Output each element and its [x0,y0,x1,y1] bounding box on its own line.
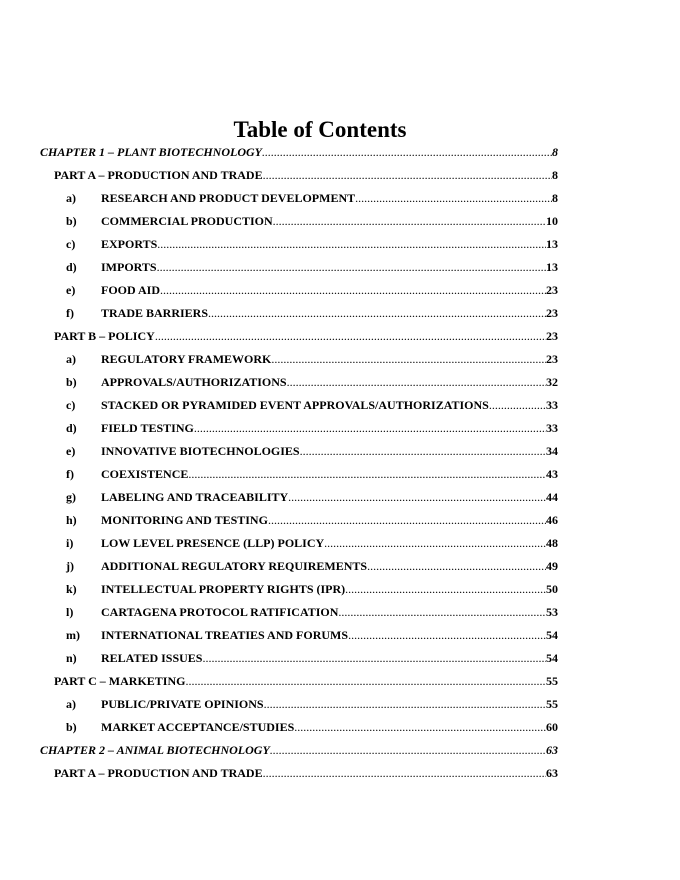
dot-leader [294,717,546,737]
toc-entry-page-number: 50 [546,582,558,596]
toc-entry-page-number: 34 [546,444,558,458]
dot-leader [263,763,546,783]
toc-entry-letter: h) [66,513,77,527]
dot-leader [324,533,546,553]
dot-leader [157,234,546,254]
dot-leader [287,372,546,392]
toc-entry-page-number: 13 [546,260,558,274]
toc-entry-label: COMMERCIAL PRODUCTION [101,214,273,228]
dot-leader [262,142,552,162]
dot-leader [271,349,546,369]
toc-entry-page-number: 49 [546,559,558,573]
toc-entry-page-number: 63 [546,766,558,780]
toc-entry-item[interactable] [66,533,558,553]
toc-entry-label: APPROVALS/AUTHORIZATIONS [101,375,287,389]
toc-entry-letter: f) [66,306,74,320]
toc-entry-item[interactable] [66,441,558,461]
toc-entry-part[interactable] [54,763,558,783]
toc-entry-page-number: 60 [546,720,558,734]
toc-entry-item[interactable] [66,717,558,737]
toc-entry-page-number: 33 [546,398,558,412]
toc-entry-chapter[interactable] [40,142,558,162]
dot-leader [188,464,546,484]
toc-entry-page-number: 23 [546,329,558,343]
toc-entry-page-number: 54 [546,628,558,642]
toc-entry-letter: l) [66,605,74,619]
toc-entry-item[interactable] [66,257,558,277]
toc-entry-letter: a) [66,191,76,205]
toc-entry-label: INTELLECTUAL PROPERTY RIGHTS (IPR) [101,582,346,596]
toc-entry-label: INNOVATIVE BIOTECHNOLOGIES [101,444,300,458]
toc-entry-letter: b) [66,375,77,389]
toc-entry-letter: b) [66,214,77,228]
toc-entry-label: PART C – MARKETING [54,674,186,688]
toc-entry-page-number: 8 [552,191,558,205]
toc-entry-letter: c) [66,237,76,251]
toc-entry-label: ADDITIONAL REGULATORY REQUIREMENTS [101,559,368,573]
toc-entry-item[interactable] [66,487,558,507]
toc-entry-label: PART A – PRODUCTION AND TRADE [54,168,263,182]
toc-entry-item[interactable] [66,303,558,323]
toc-entry-label: CHAPTER 2 – ANIMAL BIOTECHNOLOGY [40,743,270,757]
toc-entry-label: RELATED ISSUES [101,651,203,665]
dot-leader [263,165,552,185]
toc-entry-label: CHAPTER 1 – PLANT BIOTECHNOLOGY [40,145,263,159]
toc-entry-item[interactable] [66,395,558,415]
toc-entry-letter: a) [66,352,76,366]
toc-entry-part[interactable] [54,326,558,346]
toc-entry-item[interactable] [66,188,558,208]
toc-entry-letter: j) [66,559,74,573]
toc-entry-item[interactable] [66,556,558,576]
toc-entry-label: FIELD TESTING [101,421,194,435]
toc-entry-item[interactable] [66,510,558,530]
toc-entry-label: COEXISTENCE [101,467,189,481]
toc-entry-page-number: 32 [546,375,558,389]
toc-entry-letter: c) [66,398,76,412]
toc-entry-page-number: 23 [546,306,558,320]
toc-entry-label: STACKED OR PYRAMIDED EVENT APPROVALS/AUTHORIZATIONS [101,398,489,412]
toc-entry-letter: d) [66,260,77,274]
toc-entry-label: IMPORTS [101,260,157,274]
toc-entry-page-number: 13 [546,237,558,251]
dot-leader [355,188,552,208]
page-title: Table of Contents [233,117,407,142]
toc-entry-letter: a) [66,697,76,711]
dot-leader [208,303,546,323]
toc-entry-page-number: 53 [546,605,558,619]
dot-leader [300,441,546,461]
toc-entry-item[interactable] [66,579,558,599]
toc-entry-letter: m) [66,628,80,642]
toc-entry-label: MONITORING AND TESTING [101,513,268,527]
toc-entry-page-number: 63 [546,743,558,757]
toc-entry-label: RESEARCH AND PRODUCT DEVELOPMENT [101,191,356,205]
toc-entry-label: CARTAGENA PROTOCOL RATIFICATION [101,605,339,619]
dot-leader [194,418,546,438]
toc-entry-label: PART B – POLICY [54,329,155,343]
toc-entry-item[interactable] [66,418,558,438]
toc-entry-page-number: 33 [546,421,558,435]
dot-leader [338,602,546,622]
toc-entry-item[interactable] [66,625,558,645]
toc-entry-page-number: 8 [552,145,558,159]
toc-entry-letter: n) [66,651,77,665]
toc-entry-page-number: 48 [546,536,558,550]
toc-entry-letter: k) [66,582,77,596]
toc-entry-label: LABELING AND TRACEABILITY [101,490,289,504]
toc-entry-letter: e) [66,283,76,297]
toc-entry-label: FOOD AID [101,283,161,297]
dot-leader [160,280,546,300]
dot-leader [367,556,546,576]
toc-entry-part[interactable] [54,671,558,691]
toc-entry-item[interactable] [66,372,558,392]
toc-entry-label: PART A – PRODUCTION AND TRADE [54,766,263,780]
toc-entry-part[interactable] [54,165,558,185]
toc-entry-page-number: 10 [546,214,558,228]
dot-leader [155,326,546,346]
toc-entry-letter: e) [66,444,76,458]
dot-leader [264,694,546,714]
toc-entry-item[interactable] [66,464,558,484]
toc-entry-label: PUBLIC/PRIVATE OPINIONS [101,697,264,711]
dot-leader [202,648,546,668]
dot-leader [489,395,546,415]
toc-entry-letter: i) [66,536,74,550]
toc-entry-page-number: 44 [546,490,558,504]
toc-entry-page-number: 55 [546,697,558,711]
dot-leader [270,740,546,760]
toc-entry-page-number: 23 [546,352,558,366]
toc-entry-item[interactable] [66,211,558,231]
toc-entry-letter: f) [66,467,74,481]
toc-entry-item[interactable] [66,234,558,254]
dot-leader [268,510,546,530]
toc-entry-page-number: 23 [546,283,558,297]
dot-leader [157,257,546,277]
toc-entry-chapter[interactable] [40,740,558,760]
toc-entry-item[interactable] [66,602,558,622]
toc-entry-label: REGULATORY FRAMEWORK [101,352,272,366]
toc-entry-label: INTERNATIONAL TREATIES AND FORUMS [101,628,349,642]
toc-entry-item[interactable] [66,280,558,300]
toc-entry-label: LOW LEVEL PRESENCE (LLP) POLICY [101,536,325,550]
toc-entry-page-number: 54 [546,651,558,665]
toc-entry-letter: g) [66,490,76,504]
toc-entry-letter: b) [66,720,77,734]
dot-leader [288,487,546,507]
toc-entry-item[interactable] [66,349,558,369]
toc-entry-label: TRADE BARRIERS [101,306,209,320]
toc-entry-page-number: 46 [546,513,558,527]
dot-leader [273,211,546,231]
dot-leader [348,625,546,645]
toc-entry-item[interactable] [66,648,558,668]
dot-leader [185,671,546,691]
toc-entry-letter: d) [66,421,77,435]
dot-leader [345,579,546,599]
toc-entry-page-number: 8 [552,168,558,182]
toc-entry-label: EXPORTS [101,237,158,251]
toc-entry-page-number: 55 [546,674,558,688]
toc-entry-label: MARKET ACCEPTANCE/STUDIES [101,720,295,734]
toc-entry-page-number: 43 [546,467,558,481]
toc-entry-item[interactable] [66,694,558,714]
